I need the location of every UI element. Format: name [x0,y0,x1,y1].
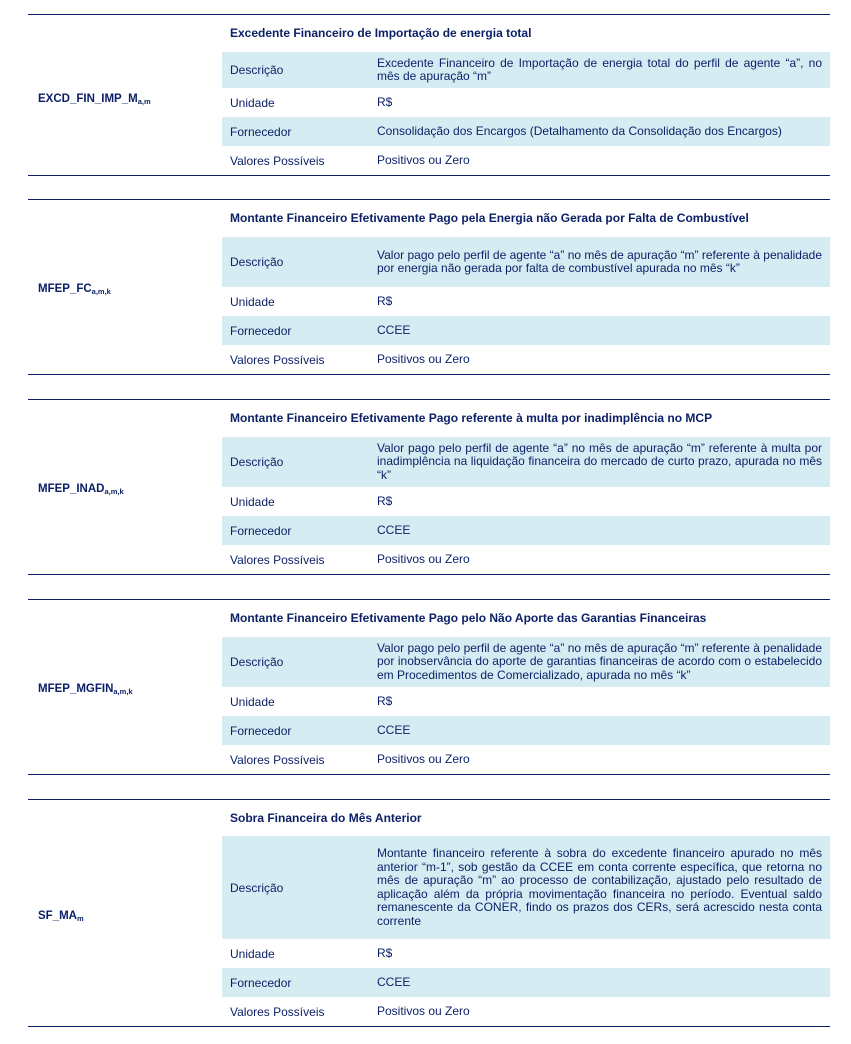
row-unidade: Unidade R$ [230,945,393,961]
variable-title: Sobra Financeira do Mês Anterior [230,811,422,825]
row-fornecedor: Fornecedor Consolidação dos Encargos (Detalhamento da Consolidação dos Encargos) [222,117,830,146]
row-descricao: Descrição Montante financeiro referente à sobra do excedente financeiro apurado no mês anterior “m-1”, sob gestão da CCEE em conta corrente específica, que retorna no mês de apuração “m” ao processo de contabilização, ajustado pelo resultado de aplicação além da própria movimentação financeira no período. Eventual saldo remanescente da CONER, findo os prazos dos CERs, será acrescido nesta conta corrente [222,836,830,939]
variable-block-mfep-mgfin [28,599,830,775]
variable-block-mfep-inad [28,399,830,575]
variable-title: Montante Financeiro Efetivamente Pago pelo Não Aporte das Garantias Financeiras [230,611,707,625]
variable-name: $MFEP\_INAD_{a,m,k}$ [38,483,124,496]
row-valores: Valores Possíveis Positivos ou Zero [230,1003,470,1019]
variable-name: $MFEP\_FC_{a,m,k}$ [38,283,111,296]
variable-block-sf-ma [28,799,830,1027]
row-valores: Valores Possíveis Positivos ou Zero [230,551,470,567]
row-descricao: Descrição Valor pago pelo perfil de agente “a” no mês de apuração “m” referente à penalidade por inobservância do aporte de garantias financeiras de acordo com o estabelecido em Procedimentos de Comercializado, apurada no mês “k” [222,637,830,687]
variable-block-mfep-fc [28,199,830,375]
variable-title: Montante Financeiro Efetivamente Pago referente à multa por inadimplência no MCP [230,411,713,425]
row-descricao: Descrição Valor pago pelo perfil de agente “a” no mês de apuração “m” referente à penalidade por energia não gerada por falta de combustível apurada no mês “k” [222,237,830,287]
row-fornecedor: Fornecedor CCEE [222,716,830,745]
row-fornecedor: Fornecedor CCEE [222,316,830,345]
row-unidade: Unidade R$ [230,493,393,509]
row-descricao: Descrição Valor pago pelo perfil de agente “a” no mês de apuração “m” referente à multa por inadimplência na liquidação financeira do mercado de curto prazo, apurada no mês “k” [222,437,830,487]
row-fornecedor: Fornecedor CCEE [222,516,830,545]
variable-name: $SF\_MA_m$ [38,910,84,923]
variable-block-excd-fin-imp [28,14,830,176]
row-valores: Valores Possíveis Positivos ou Zero [230,751,470,767]
row-unidade: Unidade R$ [230,693,393,709]
row-unidade: Unidade R$ [230,293,393,309]
variable-title: Montante Financeiro Efetivamente Pago pela Energia não Gerada por Falta de Combustível [230,211,749,225]
variable-title: Excedente Financeiro de Importação de energia total [230,26,532,40]
row-valores: Valores Possíveis Positivos ou Zero [230,152,470,168]
row-valores: Valores Possíveis Positivos ou Zero [230,351,470,367]
row-descricao: Descrição Excedente Financeiro de Importação de energia total do perfil de agente “a”, no mês de apuração “m” [222,52,830,88]
variable-name: $MFEP\_MGFIN_{a,m,k}$ [38,683,133,696]
row-unidade: Unidade R$ [230,94,393,110]
variable-name: $EXCD\_FIN\_IMP\_M_{a,m}$ [38,93,151,106]
row-fornecedor: Fornecedor CCEE [222,968,830,997]
